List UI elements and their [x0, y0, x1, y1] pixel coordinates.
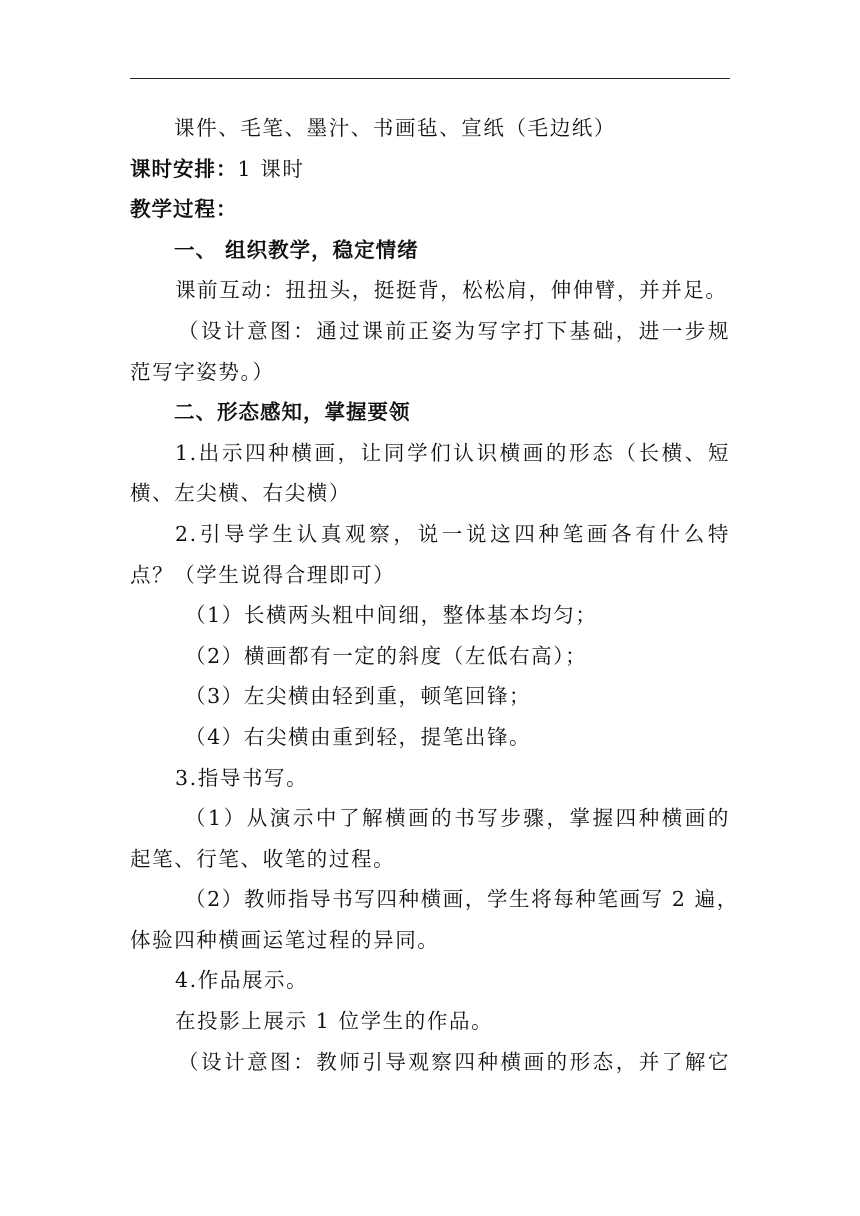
header-rule: [130, 78, 730, 79]
guide2-line-1: （2）教师指导书写四种横画，学生将每种笔画写 2 遍，: [185, 887, 739, 912]
item2-line-2: 点？（学生说得合理即可）: [130, 562, 396, 587]
intent-line-2: 范写字姿势。）: [130, 359, 275, 384]
intent2-line-1: （设计意图：教师引导观察四种横画的形态，并了解它: [178, 1049, 730, 1074]
point-1: （1）长横两头粗中间细，整体基本均匀；: [185, 603, 598, 628]
item3-line: 3.指导书写。: [175, 765, 309, 790]
guide2-line-2: 体验四种横画运笔过程的异同。: [130, 927, 440, 952]
schedule-line: [130, 149, 730, 190]
guide1-line-2: 起笔、行笔、收笔的过程。: [130, 846, 396, 871]
item1-line-2: 横、左尖横、右尖横）: [130, 481, 351, 506]
interaction-line: 课前互动：扭扭头，挺挺背，松松肩，伸伸臂，并并足。: [175, 278, 728, 303]
materials-line: 课件、毛笔、墨汁、书画毡、宣纸（毛边纸）: [174, 116, 616, 140]
intent-line-1: （设计意图：通过课前正姿为写字打下基础，进一步规: [178, 318, 730, 343]
section1-heading: 一、 组织教学，稳定情绪: [174, 237, 419, 262]
display-line: 在投影上展示 1 位学生的作品。: [175, 1009, 494, 1034]
section2-heading: 二、形态感知，掌握要领: [174, 400, 411, 425]
item4-line: 4.作品展示。: [175, 968, 309, 993]
item2-line-1: 2.引导学生认真观察，说一说这四种笔画各有什么特: [175, 521, 730, 546]
point-3: （3）左尖横由轻到重，顿笔回锋；: [185, 684, 532, 709]
item1-line-1: 1.出示四种横画，让同学们认识横画的形态（长横、短: [175, 440, 730, 465]
schedule-label: 课时安排：: [130, 156, 238, 181]
process-heading: 教学过程：: [130, 197, 238, 222]
guide1-line-1: （1）从演示中了解横画的书写步骤，掌握四种横画的: [185, 806, 730, 831]
point-2: （2）横画都有一定的斜度（左低右高）；: [185, 643, 588, 668]
schedule-value: 1 课时: [237, 156, 305, 181]
point-4: （4）右尖横由重到轻，提笔出锋。: [185, 724, 532, 749]
document-body: [130, 108, 739, 1082]
